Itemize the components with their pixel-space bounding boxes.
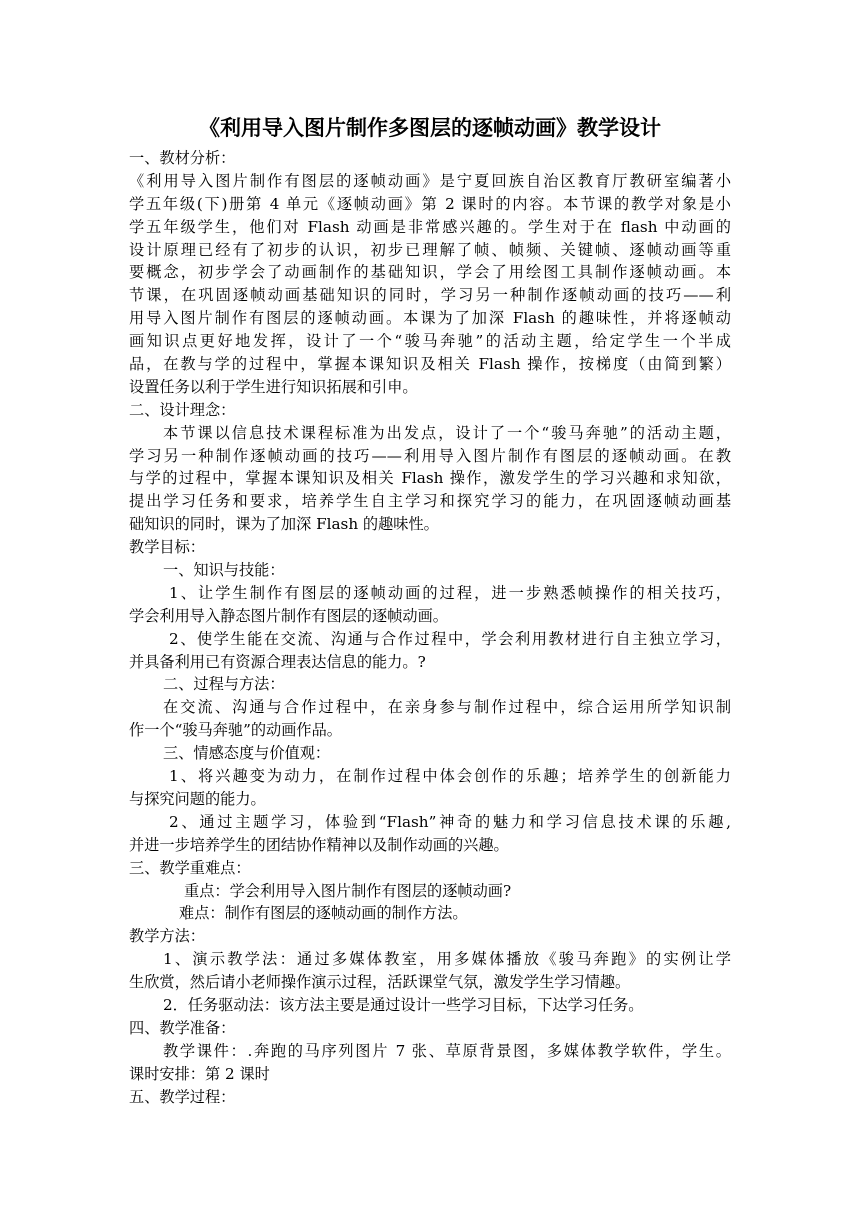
paragraph-line: 2、使学生能在交流、沟通与合作过程中，学会利用教材进行自主独立学习， <box>169 629 731 648</box>
document-title: 《利用导入图片制作多图层的逐帧动画》教学设计 <box>199 115 661 140</box>
section-heading-textbook-analysis: 一、教材分析： <box>129 149 236 167</box>
section-heading-teaching-process: 五、教学过程： <box>129 1087 236 1106</box>
paragraph-line: 与学的过程中，掌握本课知识及相关 Flash 操作，激发学生的学习兴趣和求知欲， <box>129 469 731 488</box>
paragraph-line: 作一个“骏马奔驰”的动画作品。 <box>129 721 342 740</box>
section-heading-teaching-goals: 教学目标： <box>129 538 205 557</box>
paragraph-line: 并具备利用已有资源合理表达信息的能力。? <box>129 652 426 671</box>
key-point-line: 重点：学会利用导入图片制作有图层的逐帧动画? <box>184 881 512 900</box>
paragraph-line: 本节课以信息技术课程标准为出发点，设计了一个“骏马奔驰”的活动主题， <box>163 423 731 442</box>
paragraph-line: 学会利用导入静态图片制作有图层的逐帧动画。 <box>129 606 448 625</box>
paragraph-line: 在交流、沟通与合作过程中，在亲身参与制作过程中，综合运用所学知识制 <box>163 698 731 717</box>
paragraph-line: 课时安排：第 2 课时 <box>129 1064 270 1083</box>
subheading-knowledge-skills: 一、知识与技能： <box>163 561 285 580</box>
paragraph-line: 1、让学生制作有图层的逐帧动画的过程，进一步熟悉帧操作的相关技巧， <box>169 583 731 602</box>
paragraph-line: 2、通过主题学习，体验到“Flash”神奇的魅力和学习信息技术课的乐趣, <box>169 812 731 831</box>
subheading-process-methods: 二、过程与方法： <box>163 675 285 694</box>
paragraph-line: 学五年级学生，他们对 Flash 动画是非常感兴趣的。学生对于在 flash 中动画的 <box>129 217 731 236</box>
paragraph-line: 与探究问题的能力。 <box>129 789 266 808</box>
paragraph-line: 设置任务以利于学生进行知识拓展和引申。 <box>129 377 418 396</box>
paragraph-line: 设计原理已经有了初步的认识，初步已理解了帧、帧频、关键帧、逐帧动画等重 <box>129 240 731 259</box>
paragraph-line: 础知识的同时，课为了加深 Flash 的趣味性。 <box>129 515 439 534</box>
paragraph-line: 1、演示教学法：通过多媒体教室，用多媒体播放《骏马奔跑》的实例让学 <box>163 950 731 969</box>
paragraph-line: 学习另一种制作逐帧动画的技巧——利用导入图片制作有图层的逐帧动画。在教 <box>129 446 731 465</box>
paragraph-line: 生欣赏，然后请小老师操作演示过程，活跃课堂气氛，激发学生学习情趣。 <box>129 973 631 992</box>
paragraph-line: 品，在教与学的过程中，掌握本课知识及相关 Flash 操作，按梯度（由简到繁） <box>129 355 731 374</box>
paragraph-line: 画知识点更好地发挥，设计了一个“骏马奔驰”的活动主题，给定学生一个半成 <box>129 332 731 351</box>
paragraph-line: 并进一步培养学生的团结协作精神以及制作动画的兴趣。 <box>129 835 509 854</box>
subheading-attitude-values: 三、情感态度与价值观： <box>163 744 331 763</box>
paragraph-line: 教学课件：.奔跑的马序列图片 7 张、草原背景图，多媒体教学软件，学生。 <box>163 1041 731 1060</box>
paragraph-line: 用导入图片制作有图层的逐帧动画。本课为了加深 Flash 的趣味性，并将逐帧动 <box>129 309 731 328</box>
paragraph-line: 1、将兴趣变为动力，在制作过程中体会创作的乐趣；培养学生的创新能力 <box>169 767 731 786</box>
section-heading-key-points: 三、教学重难点： <box>129 858 251 877</box>
paragraph-line: 《利用导入图片制作有图层的逐帧动画》是宁夏回族自治区教育厅教研室编著小 <box>129 171 731 190</box>
section-heading-design-concept: 二、设计理念： <box>129 400 236 419</box>
section-heading-teaching-methods: 教学方法： <box>129 927 205 946</box>
paragraph-line: 2．任务驱动法：该方法主要是通过设计一些学习目标，下达学习任务。 <box>163 995 644 1014</box>
difficult-point-line: 难点：制作有图层的逐帧动画的制作方法。 <box>179 904 468 923</box>
paragraph-line: 提出学习任务和要求，培养学生自主学习和探究学习的能力，在巩固逐帧动画基 <box>129 492 731 511</box>
paragraph-line: 要概念，初步学会了动画制作的基础知识，学会了用绘图工具制作逐帧动画。本 <box>129 263 731 282</box>
paragraph-line: 学五年级(下)册第 4 单元《逐帧动画》第 2 课时的内容。本节课的教学对象是小 <box>129 194 731 213</box>
paragraph-line: 节课，在巩固逐帧动画基础知识的同时，学习另一种制作逐帧动画的技巧——利 <box>129 286 731 305</box>
section-heading-preparation: 四、教学准备： <box>129 1018 236 1037</box>
document-body <box>129 147 731 1108</box>
